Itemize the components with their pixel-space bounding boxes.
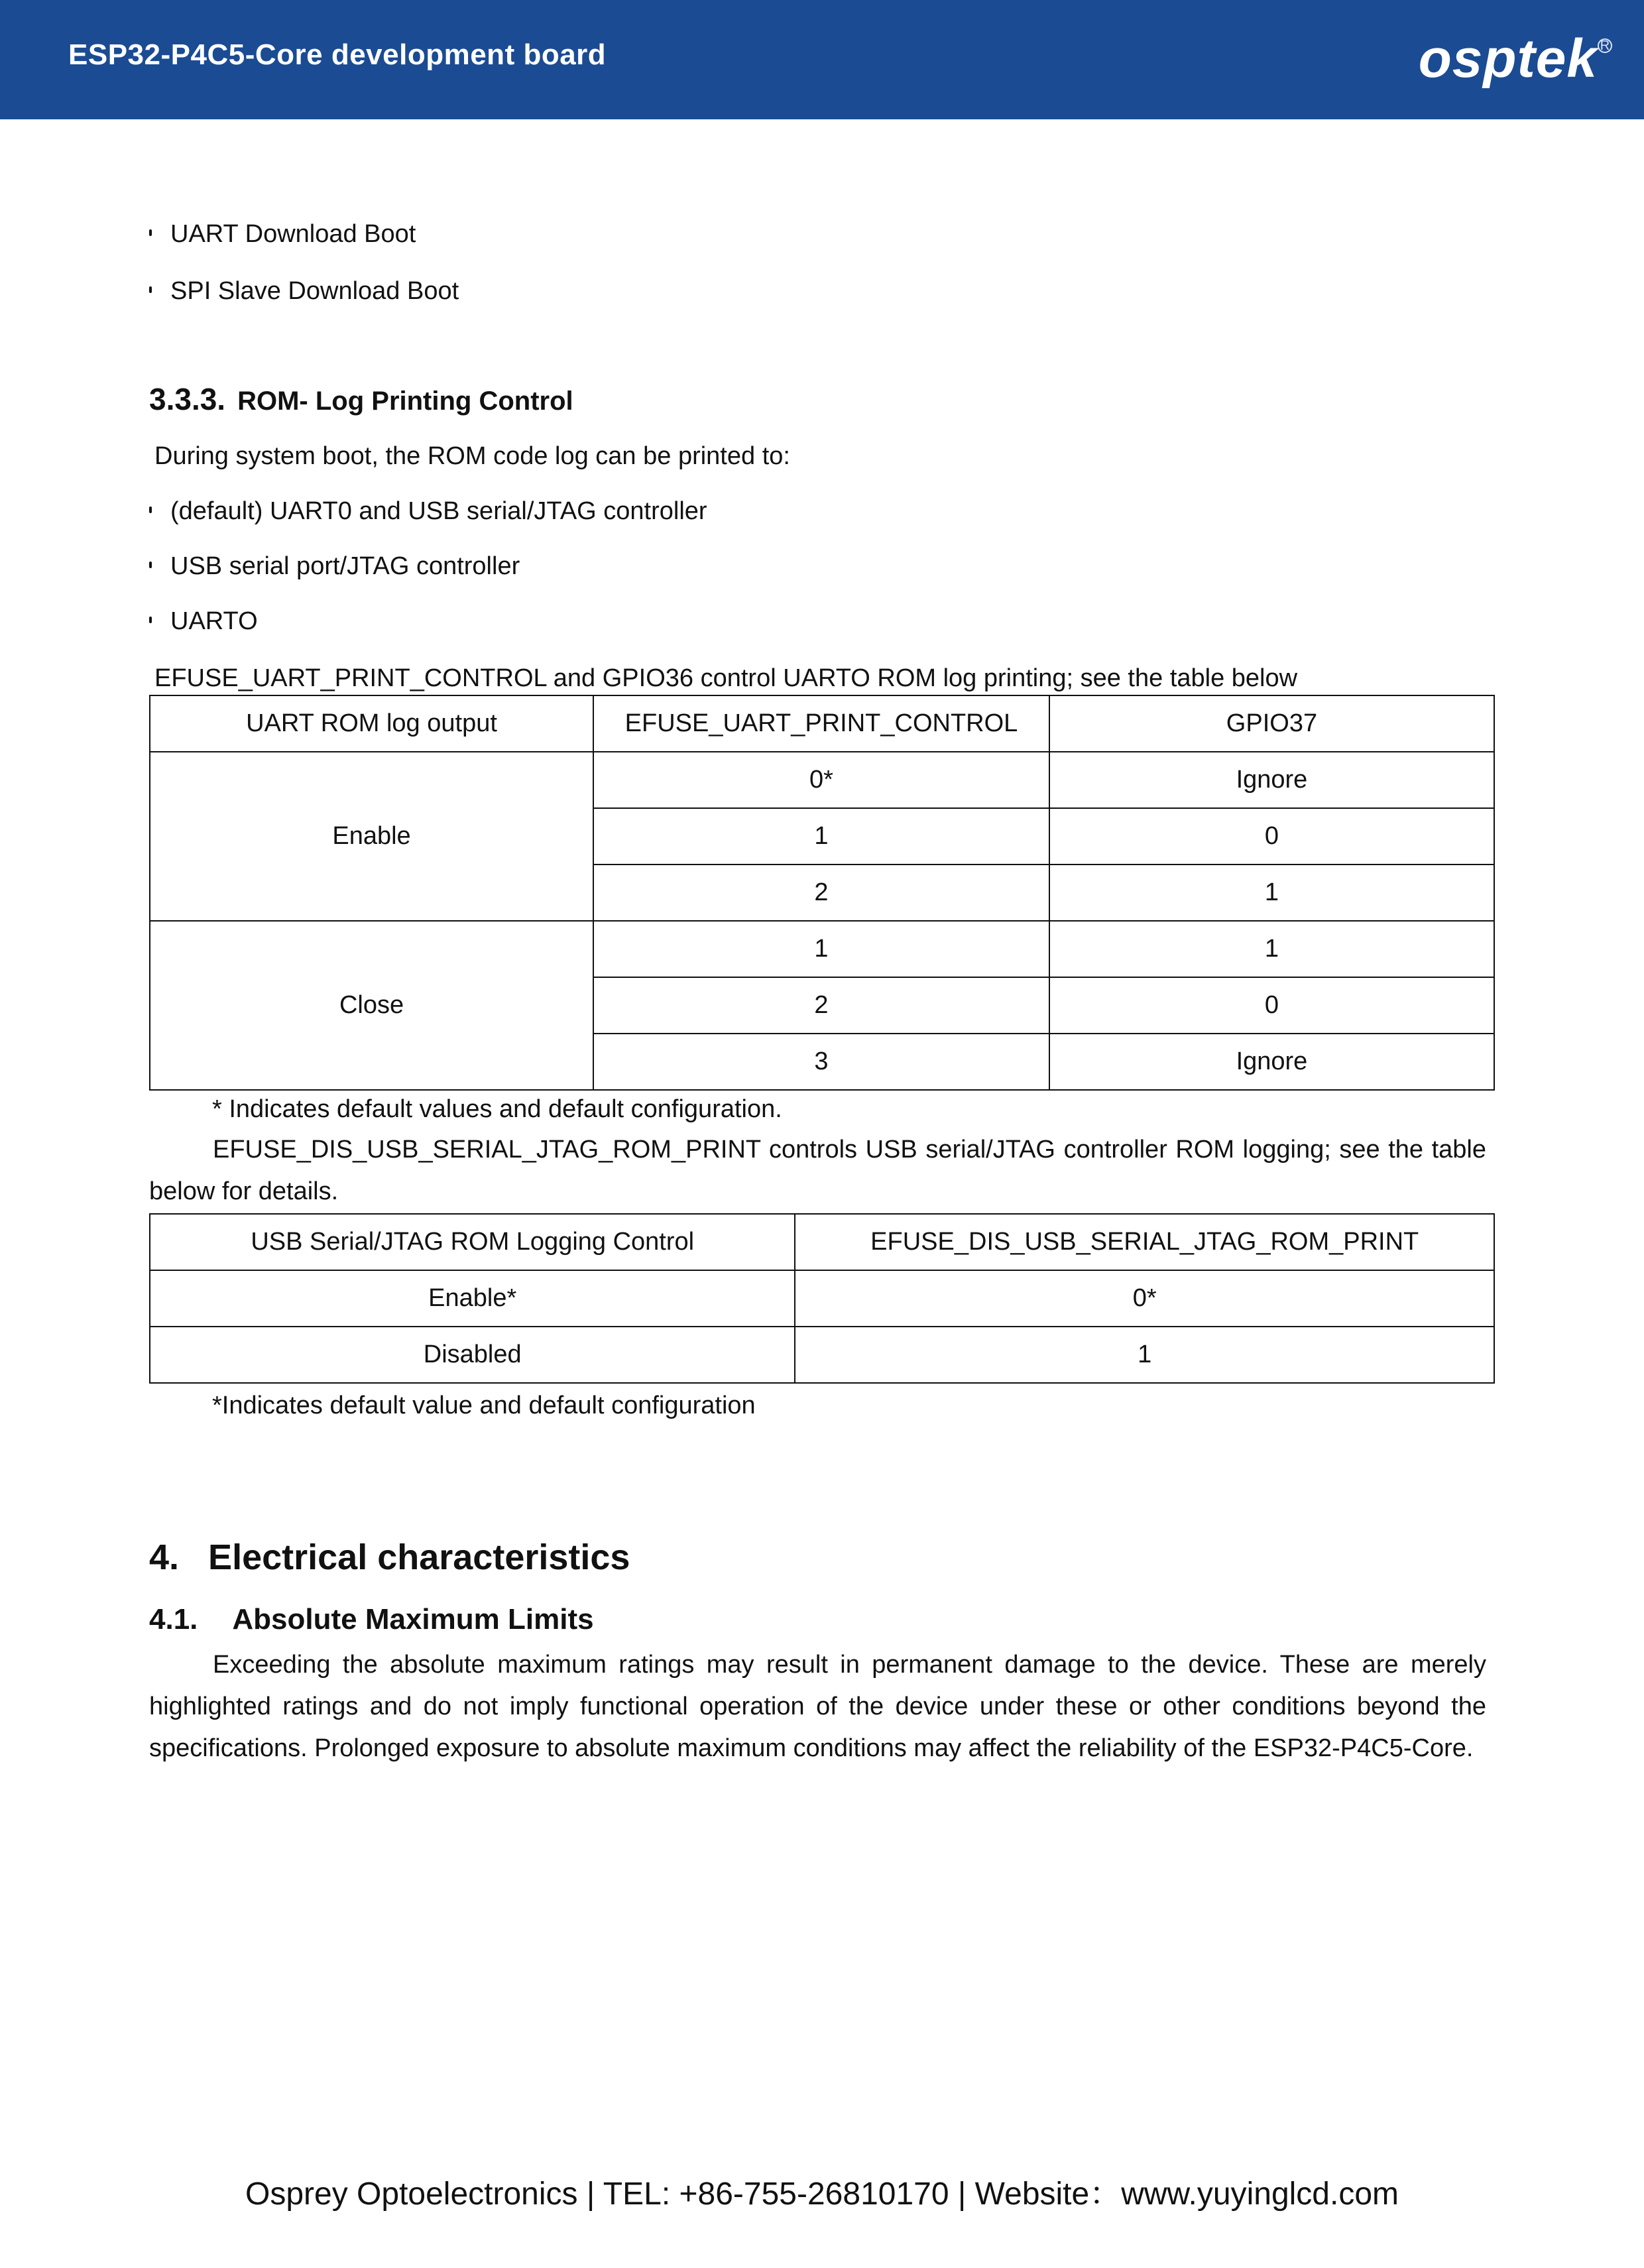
table-row [150,1270,1494,1327]
table-cell: 2 [593,865,1049,921]
bullet-icon [149,507,152,513]
section-intro: During system boot, the ROM code log can be printed to: [154,442,790,470]
table-header-cell: USB Serial/JTAG ROM Logging Control [150,1214,795,1270]
table-cell: 0 [1049,808,1494,865]
table-cell: 1 [593,808,1049,865]
bullet-icon [149,229,152,236]
bullet-icon [149,617,152,623]
table-cell: 1 [593,921,1049,977]
table-cell: 1 [795,1327,1494,1383]
table1-caption: EFUSE_UART_PRINT_CONTROL and GPIO36 control UARTO ROM log printing; see the table below [154,664,1298,692]
page-footer: Osprey Optoelectronics | TEL: +86-755-26810170 | Website：www.yuyinglcd.com [245,2177,1399,2212]
table2-note: *Indicates default value and default configuration [212,1392,756,1419]
table-cell: 0* [593,752,1049,808]
registered-mark-icon: R [1598,38,1612,53]
usb-jtag-rom-log-table [149,1213,1495,1384]
table-row [150,921,1494,977]
section-heading-3-3-3: 3.3.3. ROM- Log Printing Control [149,382,573,416]
section-4-1-body: Exceeding the absolute maximum ratings may result in permanent damage to the device. These are merely highlighted ratings and do not imply functional operation of the device under these or other conditions beyond the specifications. Prolonged exposure to absolute maximum conditions may affect the reliability of the ESP32-P4C5-Core. [149,1651,1486,1762]
table-header-cell: UART ROM log output [150,695,593,752]
table-cell: Ignore [1049,752,1494,808]
table-cell: 1 [1049,865,1494,921]
uart-rom-log-table [149,695,1495,1091]
table-row [150,1327,1494,1383]
table-header-row [150,1214,1494,1270]
table-header-row [150,695,1494,752]
page-header [0,0,1644,119]
table-group-cell: Enable [150,752,593,921]
table2-caption: EFUSE_DIS_USB_SERIAL_JTAG_ROM_PRINT controls USB serial/JTAG controller ROM logging; see the table below for details. [149,1136,1486,1205]
table-cell: Disabled [150,1327,795,1383]
table-cell: Enable* [150,1270,795,1327]
header-title: ESP32-P4C5-Core development board [68,38,607,71]
table-header-cell: EFUSE_UART_PRINT_CONTROL [593,695,1049,752]
table-cell: 2 [593,977,1049,1034]
table-header-cell: EFUSE_DIS_USB_SERIAL_JTAG_ROM_PRINT [795,1214,1494,1270]
section-heading-4-1: 4.1. Absolute Maximum Limits [149,1603,594,1636]
section-heading-4: 4. Electrical characteristics [149,1537,630,1577]
table-cell: Ignore [1049,1034,1494,1090]
table1-note: * Indicates default values and default configuration. [212,1095,782,1123]
table-cell: 0 [1049,977,1494,1034]
table-group-cell: Close [150,921,593,1090]
osptek-logo: osptek [1418,29,1598,89]
table-header-cell: GPIO37 [1049,695,1494,752]
table-cell: 0* [795,1270,1494,1327]
table-row [150,752,1494,808]
table-cell: 3 [593,1034,1049,1090]
bullet-icon [149,562,152,568]
table-cell: 1 [1049,921,1494,977]
bullet-icon [149,286,152,293]
